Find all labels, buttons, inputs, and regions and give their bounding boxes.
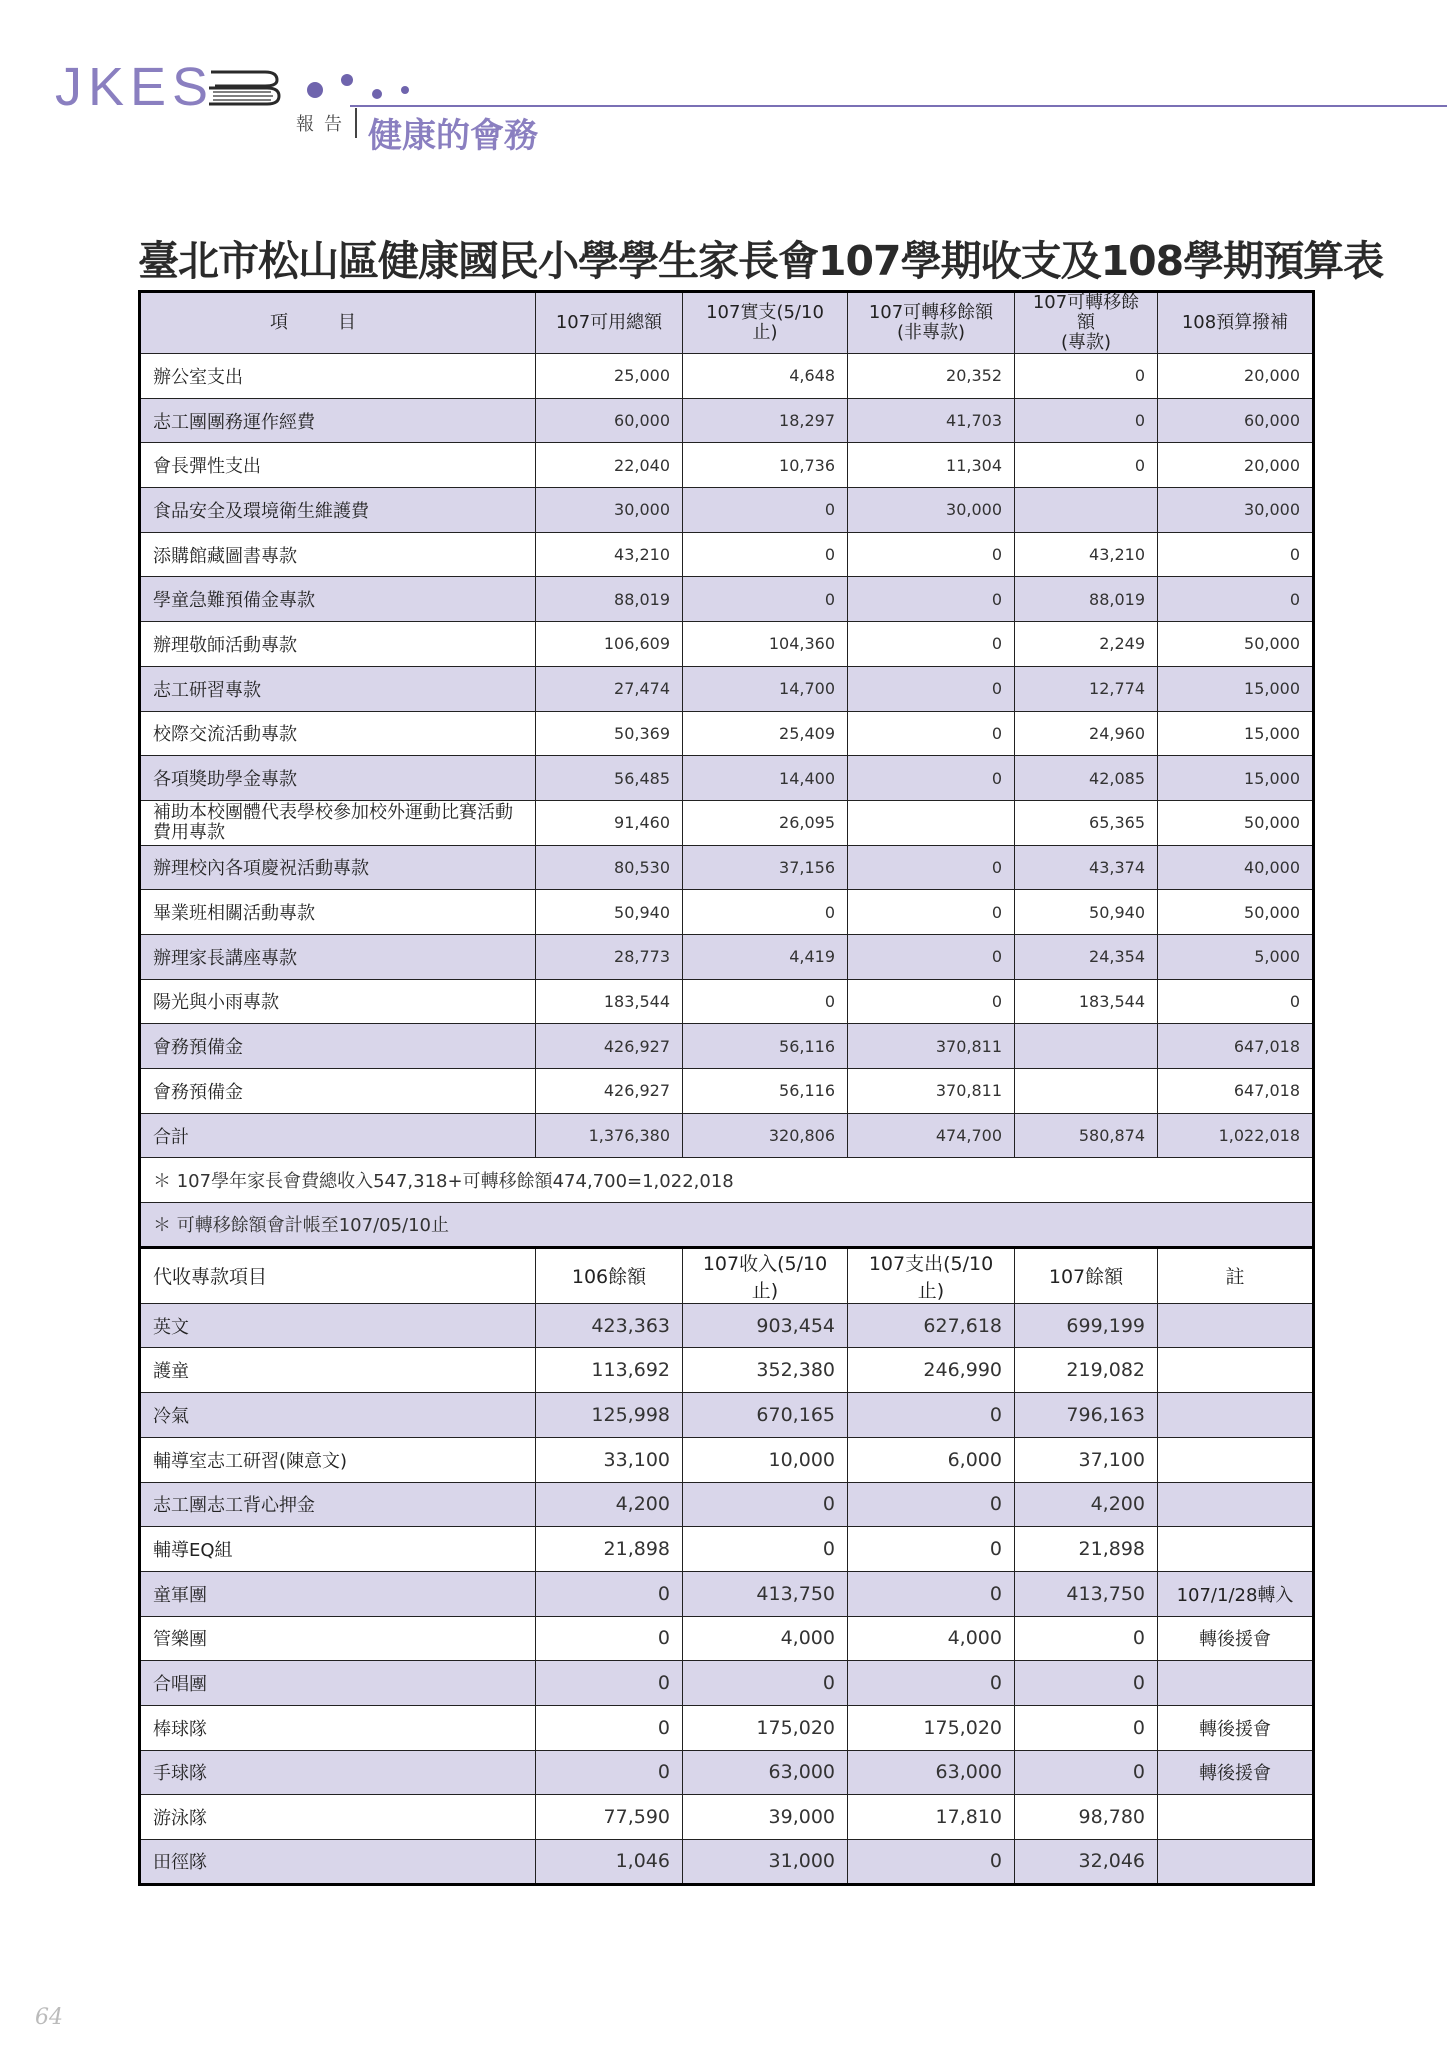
page-number: 64 (35, 2005, 63, 2030)
budget-value-cell: 0 (848, 934, 1015, 979)
budget-column-header: 107可轉移餘額 (專款) (1015, 292, 1158, 354)
budget-value-cell: 4,419 (683, 934, 848, 979)
budget-value-cell: 20,000 (1158, 354, 1314, 399)
book-stack-icon (205, 68, 281, 108)
collection-value-cell: 0 (848, 1661, 1015, 1706)
collection-remark-cell (1158, 1393, 1314, 1438)
budget-value-cell: 0 (683, 890, 848, 935)
collection-value-cell: 175,020 (683, 1705, 848, 1750)
budget-item-label: 辦理家長講座專款 (140, 934, 536, 979)
collection-row (140, 1303, 1314, 1348)
budget-value-cell: 0 (1158, 532, 1314, 577)
budget-value-cell: 426,927 (536, 1024, 683, 1069)
collection-row (140, 1795, 1314, 1840)
budget-item-label: 會務預備金 (140, 1024, 536, 1069)
budget-row (140, 1069, 1314, 1114)
budget-value-cell: 647,018 (1158, 1024, 1314, 1069)
budget-column-header: 107可用總額 (536, 292, 683, 354)
collection-value-cell: 4,000 (683, 1616, 848, 1661)
collection-value-cell: 10,000 (683, 1437, 848, 1482)
collection-column-header: 106餘額 (536, 1247, 683, 1303)
collection-value-cell: 33,100 (536, 1437, 683, 1482)
document-title: 臺北市松山區健康國民小學學生家長會107學期收支及108學期預算表 (138, 237, 1384, 285)
collection-value-cell: 0 (1015, 1661, 1158, 1706)
budget-item-label: 補助本校團體代表學校參加校外運動比賽活動費用專款 (140, 800, 536, 845)
collection-item-label: 田徑隊 (140, 1840, 536, 1885)
budget-value-cell: 40,000 (1158, 845, 1314, 890)
budget-value-cell: 647,018 (1158, 1069, 1314, 1114)
budget-column-header: 107可轉移餘額 (非專款) (848, 292, 1015, 354)
budget-row (140, 488, 1314, 533)
collection-value-cell: 0 (1015, 1750, 1158, 1795)
budget-value-cell: 50,000 (1158, 800, 1314, 845)
budget-value-cell: 104,360 (683, 622, 848, 667)
section-divider (355, 108, 357, 138)
budget-item-label: 畢業班相關活動專款 (140, 890, 536, 935)
page-header (0, 0, 1447, 170)
budget-note-row (140, 1203, 1314, 1248)
budget-value-cell: 15,000 (1158, 711, 1314, 756)
budget-value-cell: 20,000 (1158, 443, 1314, 488)
collection-row (140, 1571, 1314, 1616)
collection-value-cell: 0 (536, 1571, 683, 1616)
budget-value-cell: 0 (848, 890, 1015, 935)
collection-column-header: 代收專款項目 (140, 1247, 536, 1303)
budget-item-label: 學童急難預備金專款 (140, 577, 536, 622)
collection-value-cell: 903,454 (683, 1303, 848, 1348)
collection-value-cell: 0 (536, 1705, 683, 1750)
budget-value-cell: 30,000 (1158, 488, 1314, 533)
budget-value-cell: 27,474 (536, 666, 683, 711)
budget-value-cell (848, 800, 1015, 845)
collection-value-cell: 63,000 (683, 1750, 848, 1795)
collection-value-cell: 77,590 (536, 1795, 683, 1840)
collection-value-cell: 423,363 (536, 1303, 683, 1348)
collection-value-cell: 4,200 (1015, 1482, 1158, 1527)
collection-row (140, 1661, 1314, 1706)
collection-value-cell: 21,898 (536, 1527, 683, 1572)
budget-item-label: 志工研習專款 (140, 666, 536, 711)
collection-column-header: 107收入(5/10止) (683, 1247, 848, 1303)
budget-row (140, 622, 1314, 667)
collection-remark-cell (1158, 1482, 1314, 1527)
budget-row (140, 934, 1314, 979)
budget-note: ＊ 107學年家長會費總收入547,318+可轉移餘額474,700=1,022,018 (140, 1158, 1314, 1203)
collection-value-cell: 0 (848, 1527, 1015, 1572)
budget-value-cell: 370,811 (848, 1024, 1015, 1069)
collection-column-header: 107餘額 (1015, 1247, 1158, 1303)
budget-table (138, 290, 1315, 1886)
budget-item-label: 會務預備金 (140, 1069, 536, 1114)
collection-value-cell: 17,810 (848, 1795, 1015, 1840)
collection-item-label: 冷氣 (140, 1393, 536, 1438)
collection-value-cell: 21,898 (1015, 1527, 1158, 1572)
collection-remark-cell (1158, 1527, 1314, 1572)
collection-value-cell: 0 (536, 1661, 683, 1706)
budget-value-cell: 4,648 (683, 354, 848, 399)
budget-value-cell: 5,000 (1158, 934, 1314, 979)
collection-item-label: 游泳隊 (140, 1795, 536, 1840)
budget-value-cell: 0 (848, 577, 1015, 622)
budget-value-cell: 25,000 (536, 354, 683, 399)
budget-value-cell: 50,000 (1158, 622, 1314, 667)
budget-value-cell: 14,400 (683, 756, 848, 801)
budget-value-cell (1015, 1069, 1158, 1114)
budget-value-cell: 30,000 (536, 488, 683, 533)
budget-item-label: 添購館藏圖書專款 (140, 532, 536, 577)
budget-value-cell: 30,000 (848, 488, 1015, 533)
budget-row (140, 532, 1314, 577)
budget-item-label: 陽光與小雨專款 (140, 979, 536, 1024)
budget-value-cell: 43,210 (536, 532, 683, 577)
collection-value-cell: 4,200 (536, 1482, 683, 1527)
budget-note: ＊ 可轉移餘額會計帳至107/05/10止 (140, 1203, 1314, 1248)
collection-item-label: 童軍團 (140, 1571, 536, 1616)
collection-value-cell: 0 (683, 1482, 848, 1527)
collection-row (140, 1437, 1314, 1482)
budget-value-cell: 60,000 (1158, 398, 1314, 443)
budget-item-label: 會長彈性支出 (140, 443, 536, 488)
collection-value-cell: 0 (683, 1661, 848, 1706)
collection-value-cell: 796,163 (1015, 1393, 1158, 1438)
budget-value-cell: 14,700 (683, 666, 848, 711)
budget-value-cell: 0 (848, 532, 1015, 577)
budget-row (140, 354, 1314, 399)
collection-value-cell: 670,165 (683, 1393, 848, 1438)
collection-remark-cell: 轉後援會 (1158, 1705, 1314, 1750)
budget-column-header: 項目 (140, 292, 536, 354)
budget-row (140, 845, 1314, 890)
budget-value-cell: 50,940 (536, 890, 683, 935)
budget-row (140, 1024, 1314, 1069)
budget-row (140, 979, 1314, 1024)
budget-value-cell: 474,700 (848, 1113, 1015, 1158)
jkes-logo: JKES (55, 57, 215, 117)
budget-value-cell: 11,304 (848, 443, 1015, 488)
collection-remark-cell (1158, 1840, 1314, 1885)
collection-value-cell: 413,750 (1015, 1571, 1158, 1616)
section-label: 報告 (296, 114, 352, 135)
budget-value-cell: 42,085 (1015, 756, 1158, 801)
collection-row (140, 1750, 1314, 1795)
budget-value-cell: 88,019 (536, 577, 683, 622)
collection-item-label: 管樂團 (140, 1616, 536, 1661)
budget-value-cell: 88,019 (1015, 577, 1158, 622)
budget-value-cell: 80,530 (536, 845, 683, 890)
budget-value-cell: 22,040 (536, 443, 683, 488)
budget-value-cell: 580,874 (1015, 1113, 1158, 1158)
collection-remark-cell: 轉後援會 (1158, 1750, 1314, 1795)
collection-value-cell: 125,998 (536, 1393, 683, 1438)
budget-value-cell: 1,022,018 (1158, 1113, 1314, 1158)
collection-value-cell: 413,750 (683, 1571, 848, 1616)
budget-value-cell: 60,000 (536, 398, 683, 443)
collection-header-row (140, 1247, 1314, 1303)
collection-value-cell: 98,780 (1015, 1795, 1158, 1840)
budget-item-label: 辦理校內各項慶祝活動專款 (140, 845, 536, 890)
budget-value-cell: 0 (848, 756, 1015, 801)
collection-value-cell: 63,000 (848, 1750, 1015, 1795)
collection-value-cell: 39,000 (683, 1795, 848, 1840)
budget-row (140, 800, 1314, 845)
collection-remark-cell (1158, 1795, 1314, 1840)
collection-value-cell: 113,692 (536, 1348, 683, 1393)
budget-value-cell: 91,460 (536, 800, 683, 845)
collection-value-cell: 0 (848, 1840, 1015, 1885)
budget-value-cell: 0 (1015, 443, 1158, 488)
collection-row (140, 1527, 1314, 1572)
budget-value-cell: 106,609 (536, 622, 683, 667)
budget-row (140, 398, 1314, 443)
budget-value-cell: 15,000 (1158, 666, 1314, 711)
budget-value-cell: 56,116 (683, 1024, 848, 1069)
budget-value-cell: 0 (683, 532, 848, 577)
budget-value-cell (1015, 488, 1158, 533)
budget-value-cell: 0 (848, 979, 1015, 1024)
collection-remark-cell (1158, 1437, 1314, 1482)
budget-value-cell: 26,095 (683, 800, 848, 845)
budget-value-cell: 50,369 (536, 711, 683, 756)
budget-item-label: 各項獎助學金專款 (140, 756, 536, 801)
collection-value-cell: 352,380 (683, 1348, 848, 1393)
budget-row (140, 666, 1314, 711)
collection-value-cell: 31,000 (683, 1840, 848, 1885)
collection-value-cell: 175,020 (848, 1705, 1015, 1750)
budget-value-cell: 50,000 (1158, 890, 1314, 935)
decorative-dots-icon (305, 68, 425, 108)
collection-row (140, 1393, 1314, 1438)
collection-value-cell: 0 (1015, 1616, 1158, 1661)
budget-row (140, 711, 1314, 756)
collection-remark-cell (1158, 1348, 1314, 1393)
collection-item-label: 護童 (140, 1348, 536, 1393)
budget-value-cell: 41,703 (848, 398, 1015, 443)
budget-column-header: 107實支(5/10止) (683, 292, 848, 354)
collection-value-cell: 6,000 (848, 1437, 1015, 1482)
collection-value-cell: 37,100 (1015, 1437, 1158, 1482)
budget-value-cell (1015, 1024, 1158, 1069)
collection-row (140, 1348, 1314, 1393)
collection-column-header: 107支出(5/10止) (848, 1247, 1015, 1303)
budget-value-cell: 183,544 (1015, 979, 1158, 1024)
budget-row (140, 1113, 1314, 1158)
header-rule (350, 105, 1447, 107)
collection-value-cell: 219,082 (1015, 1348, 1158, 1393)
budget-value-cell: 65,365 (1015, 800, 1158, 845)
budget-value-cell: 0 (683, 577, 848, 622)
budget-value-cell: 24,960 (1015, 711, 1158, 756)
budget-item-label: 校際交流活動專款 (140, 711, 536, 756)
collection-value-cell: 4,000 (848, 1616, 1015, 1661)
budget-value-cell: 0 (683, 979, 848, 1024)
collection-value-cell: 627,618 (848, 1303, 1015, 1348)
collection-item-label: 棒球隊 (140, 1705, 536, 1750)
collection-row (140, 1616, 1314, 1661)
collection-remark-cell: 轉後援會 (1158, 1616, 1314, 1661)
collection-value-cell: 699,199 (1015, 1303, 1158, 1348)
budget-value-cell: 0 (1015, 354, 1158, 399)
budget-value-cell: 426,927 (536, 1069, 683, 1114)
budget-value-cell: 0 (848, 711, 1015, 756)
budget-value-cell: 0 (848, 622, 1015, 667)
collection-item-label: 手球隊 (140, 1750, 536, 1795)
budget-value-cell: 0 (1158, 979, 1314, 1024)
budget-value-cell: 50,940 (1015, 890, 1158, 935)
collection-column-header: 註 (1158, 1247, 1314, 1303)
collection-value-cell: 246,990 (848, 1348, 1015, 1393)
budget-row (140, 890, 1314, 935)
budget-value-cell: 15,000 (1158, 756, 1314, 801)
collection-row (140, 1482, 1314, 1527)
budget-column-header: 108預算撥補 (1158, 292, 1314, 354)
collection-item-label: 輔導室志工研習(陳意文) (140, 1437, 536, 1482)
budget-value-cell: 2,249 (1015, 622, 1158, 667)
collection-value-cell: 0 (536, 1616, 683, 1661)
collection-value-cell: 1,046 (536, 1840, 683, 1885)
collection-item-label: 輔導EQ組 (140, 1527, 536, 1572)
budget-value-cell: 24,354 (1015, 934, 1158, 979)
budget-value-cell: 320,806 (683, 1113, 848, 1158)
budget-value-cell: 10,736 (683, 443, 848, 488)
collection-remark-cell: 107/1/28轉入 (1158, 1571, 1314, 1616)
budget-header-row (140, 292, 1314, 354)
collection-item-label: 合唱團 (140, 1661, 536, 1706)
budget-value-cell: 25,409 (683, 711, 848, 756)
budget-value-cell: 56,485 (536, 756, 683, 801)
collection-value-cell: 0 (683, 1527, 848, 1572)
budget-value-cell: 1,376,380 (536, 1113, 683, 1158)
budget-value-cell: 28,773 (536, 934, 683, 979)
budget-value-cell: 20,352 (848, 354, 1015, 399)
section-title: 健康的會務 (368, 116, 538, 156)
collection-row (140, 1705, 1314, 1750)
budget-value-cell: 43,210 (1015, 532, 1158, 577)
budget-value-cell: 43,374 (1015, 845, 1158, 890)
budget-row (140, 443, 1314, 488)
collection-value-cell: 0 (848, 1393, 1015, 1438)
budget-value-cell: 0 (848, 666, 1015, 711)
collection-value-cell: 0 (536, 1750, 683, 1795)
budget-note-row (140, 1158, 1314, 1203)
collection-item-label: 志工團志工背心押金 (140, 1482, 536, 1527)
budget-value-cell: 0 (1158, 577, 1314, 622)
budget-value-cell: 183,544 (536, 979, 683, 1024)
budget-value-cell: 0 (683, 488, 848, 533)
collection-row (140, 1840, 1314, 1885)
collection-value-cell: 0 (1015, 1705, 1158, 1750)
budget-value-cell: 12,774 (1015, 666, 1158, 711)
budget-item-label: 辦公室支出 (140, 354, 536, 399)
collection-value-cell: 0 (848, 1571, 1015, 1616)
budget-value-cell: 37,156 (683, 845, 848, 890)
budget-value-cell: 0 (848, 845, 1015, 890)
budget-row (140, 756, 1314, 801)
budget-item-label: 合計 (140, 1113, 536, 1158)
budget-value-cell: 56,116 (683, 1069, 848, 1114)
budget-item-label: 辦理敬師活動專款 (140, 622, 536, 667)
budget-value-cell: 18,297 (683, 398, 848, 443)
budget-value-cell: 0 (1015, 398, 1158, 443)
budget-item-label: 志工團團務運作經費 (140, 398, 536, 443)
collection-remark-cell (1158, 1661, 1314, 1706)
collection-value-cell: 32,046 (1015, 1840, 1158, 1885)
budget-row (140, 577, 1314, 622)
collection-remark-cell (1158, 1303, 1314, 1348)
budget-item-label: 食品安全及環境衛生維護費 (140, 488, 536, 533)
collection-item-label: 英文 (140, 1303, 536, 1348)
collection-value-cell: 0 (848, 1482, 1015, 1527)
budget-value-cell: 370,811 (848, 1069, 1015, 1114)
